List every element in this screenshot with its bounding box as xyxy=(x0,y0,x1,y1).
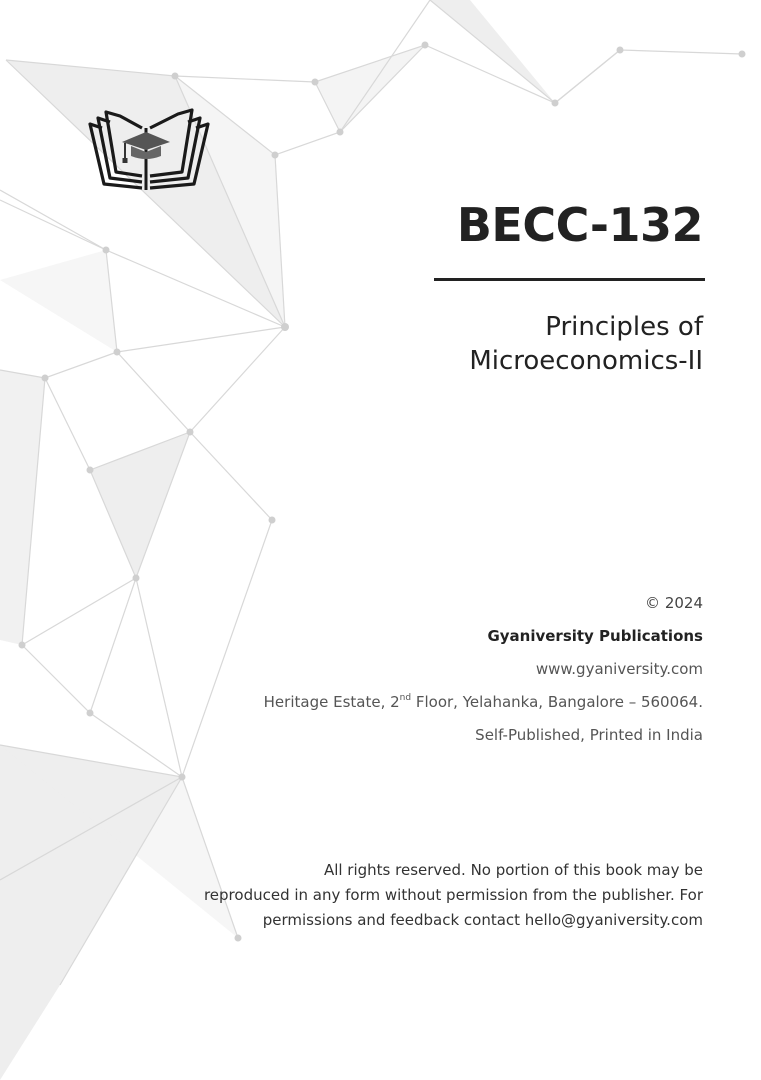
copyright-notice: © 2024 xyxy=(645,594,703,612)
book-title-line1: Principles of xyxy=(545,312,703,342)
course-code: BECC-132 xyxy=(456,198,703,252)
address-part2: Floor, Yelahanka, Bangalore – 560064. xyxy=(411,693,703,711)
rights-statement xyxy=(143,858,703,933)
publisher-website: www.gyaniversity.com xyxy=(535,660,703,678)
rights-line3: permissions and feedback contact hello@gyaniversity.com xyxy=(262,911,703,929)
publisher-address xyxy=(264,689,703,722)
address-superscript: nd xyxy=(399,693,412,703)
title-divider xyxy=(434,278,705,281)
rights-line1: All rights reserved. No portion of this book may be xyxy=(323,861,703,879)
publisher-name: Gyaniversity Publications xyxy=(487,627,703,645)
book-title-line2: Microeconomics-II xyxy=(469,346,703,376)
open-book-graduation-cap-icon xyxy=(84,98,216,198)
publisher-info xyxy=(264,590,703,755)
printed-note: Self-Published, Printed in India xyxy=(475,726,703,744)
address-part1: Heritage Estate, 2 xyxy=(263,693,400,711)
book-title xyxy=(469,310,703,378)
rights-line2: reproduced in any form without permission from the publisher. For xyxy=(203,886,703,904)
